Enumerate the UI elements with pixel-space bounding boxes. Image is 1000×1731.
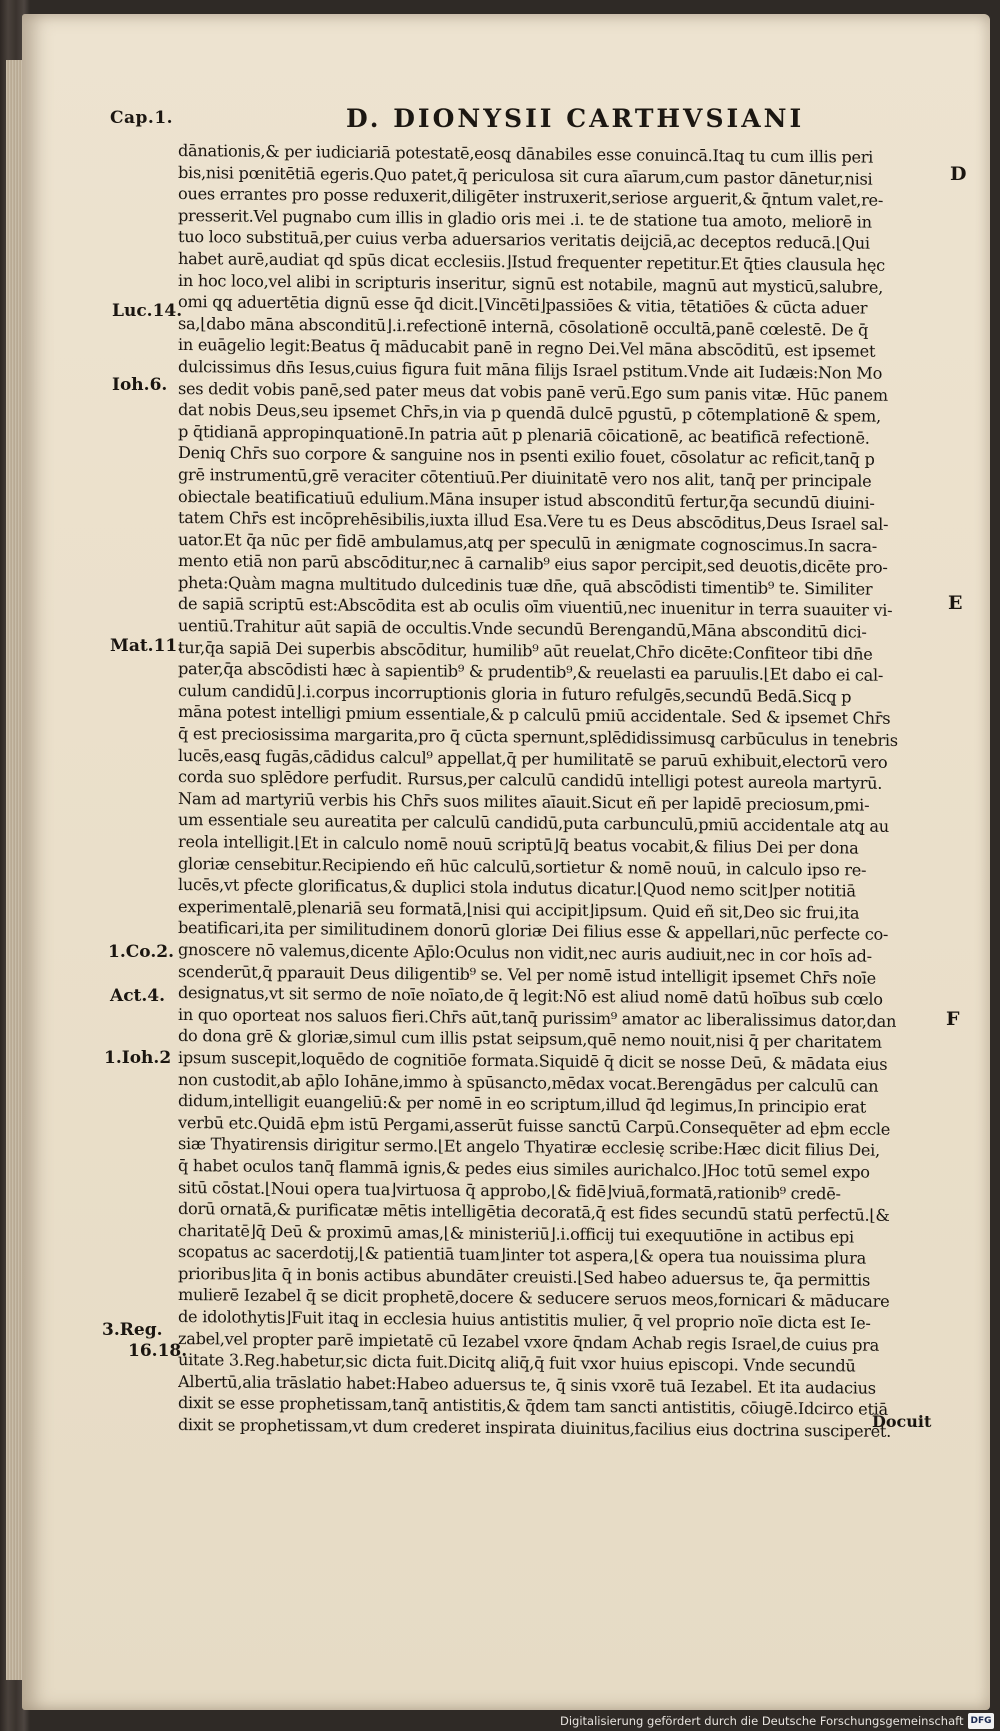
text-line: q̄ est preciosissima margarita,pro q̄ cūcta spernunt,splēdidissimusq̨ carbūculus in tenebris [178,724,898,750]
margin-citation: 1.Ioh.2 [104,1048,172,1068]
margin-citation: 3.Reg. [102,1320,163,1340]
margin-citation: Ioh.6. [112,375,168,395]
text-line: culum candidū⌋.i.corpus incorruptionis gloria in futuro refulgēs,secundū Bedā.Sicq̨ p [178,680,852,707]
text-line: obiectale beatificatiuū edulium.Māna insuper istud absconditū fertur,q̄a secundū diuini- [178,486,875,513]
text-line: māna potest intelligi pmium essentiale,& p calculū pmiū accidentale. Sed & ipsemet Chr̄s [178,702,891,729]
margin-citation: Luc.14. [112,301,183,321]
text-line: sa,⌊dabo māna absconditū⌋.i.refectionē internā, cōsolationē occultā,panē cœlestē. De q̄ [178,313,869,340]
section-marker: F [946,1008,960,1030]
text-line: Deniq̨ Chr̄s suo corpore & sanguine nos in psenti exilio fouet, cōsolatur ac reficit,tanq̄ p [178,443,875,469]
text-line: p q̄tidianā appropinquationē.In patria aūt p plenariā cōicationē, ac beatificā refectionē. [178,421,870,448]
text-line: scopatus ac sacerdotij,⌊& patientiā tuam⌋inter tot aspera,⌊& opera tua nouissima plura [178,1242,866,1268]
text-line: zabel,vel propter parē impietatē cū Iezabel vxore q̄ndam Achab regis Israel,de cuius pra [178,1328,879,1355]
text-line: dixit se prophetissam,vt dum crederet inspirata diuinitus,facilius eius doctrina susciperet. [178,1415,891,1441]
text-line: de sapiā scriptū est:Abscōdita est ab oculis oīm viuentiū,nec inuenitur in terra suauiter vi- [178,594,893,621]
text-line: mulierē Iezabel q̄ se dicit prophetē,docere & seducere seruos meos,fornicari & māducare [178,1285,890,1312]
text-line: didum,intelligit euangeliū:& per nomē in eo scriptum,illud q̄d legimus,In principio erat [178,1091,866,1117]
text-line: oues errantes pro posse reduxerit,diligēter instruxerit,seriose arguerit,& q̄ntum valet,re- [178,184,884,210]
text-line: q̄ habet oculos tanq̄ flammā ignis,& pedes eius similes aurichalco.⌋Hoc totū semel expo [178,1155,870,1182]
main-text-block [178,140,933,1443]
text-line: ipsum suscepit,loquēdo de cognitiōe formata.Siquidē q̄ dicit se nosse Deū, & mādata eius [178,1047,888,1074]
text-line: omi q̨q̨ aduertētia dignū esse q̄d dicit.⌊Vincēti⌋passiōes & vitia, tētatiōes & cūcta aduer [178,292,868,318]
text-line: pheta:Quàm magna multitudo dulcedinis tuæ dn̄e, quā abscōdisti timentib⁹ te. Similiter [178,572,873,599]
text-line: in hoc loco,vel alibi in scripturis inseritur, signū est notabile, magnū aut mysticū,salubre, [178,270,884,297]
text-line: uentiū.Trahitur aūt sapiā de occultis.Vnde secundū Berengandū,Māna absconditū dici- [178,616,867,642]
text-line: non custodit,ab ap̄lo Iohāne,immo à spūsancto,mēdax vocat.Berengādus per calculū can [178,1069,879,1096]
margin-citation: Act.4. [110,986,166,1006]
text-line: ses dedit vobis panē,sed pater meus dat vobis panē verū.Ego sum panis vitæ. Hūc panem [178,378,888,405]
margin-citation: 1.Co.2. [108,942,174,962]
text-line: tatem Chr̄s est incōprehēsibilis,iuxta illud Esa.Vere tu es Deus abscōditus,Deus Israel sal- [178,508,889,534]
text-line: Nam ad martyriū verbis his Chr̄s suos milites aīauit.Sicut eñ per lapidē preciosum,pmi- [178,788,870,815]
text-line: lucēs,easq̨ fugās,cādidus calcul⁹ appellat,q̄ per humilitatē se paruū exhibuit,electorū vero [178,745,888,772]
text-line: dulcissimus dn̄s Iesus,cuius figura fuit māna filijs Israel pstitum.Vnde ait Iudæis:Non Mo [178,356,883,383]
digitization-credit: Digitalisierung gefördert durch die Deutsche Forschungsgemeinschaft [560,1714,964,1728]
margin-citation: 16.18. [128,1341,188,1361]
text-line: prioribus⌋ita q̄ in bonis actibus abundāter creuisti.⌊Sed habeo aduersus te, q̄a permittis [178,1263,871,1290]
text-line: reola intelligit.⌊Et in calculo nomē nouū scriptū⌋q̄ beatus vocabit,& filius Dei per dona [178,832,859,858]
text-line: siæ Thyatirensis dirigitur sermo.⌊Et angelo Thyatiræ ecclesię scribe:Hæc dicit filius Dei, [178,1134,880,1161]
text-line: in quo oporteat nos saluos fieri.Chr̄s aūt,tanq̄ purissim⁹ amator ac liberalissimus dator,dan [178,1004,897,1031]
text-line: grē instrumentū,grē veraciter cōtentiuū.Per diuinitatē vero nos alit, tanq̄ per principale [178,464,872,491]
text-line: uitate 3.Reg.habetur,sic dicta fuit.Dicitq̨ aliq̄,q̄ fuit vxor huius episcopi. Vnde secundū [178,1350,856,1376]
text-line: presserit.Vel pugnabo cum illis in gladio oris mei .i. te de statione tua amoto, meliorē in [178,205,872,232]
text-line: charitatē⌋q̄ Deū & proximū amas,⌊& ministeriū⌋.i.officij tui exequutiōne in actibus epi [178,1220,854,1247]
text-line: lucēs,vt pfecte glorificatus,& duplici stola indutus dicatur.⌊Quod nemo scit⌋per notitiā [178,875,856,901]
text-line: sitū cōstat.⌊Noui opera tua⌋virtuosa q̄ approbo,⌊& fidē⌋viuā,formatā,rationib⁹ credē- [178,1177,841,1203]
text-line: dat nobis Deus,seu ipsemet Chr̄s,in via p quendā dulcē pgustū, p cōtemplationē & spem, [178,400,881,426]
running-header [110,104,940,140]
margin-citation: Mat.11. [110,636,184,656]
text-line: beatificari,ita per similitudinem donorū gloriæ Dei filius esse & appellari,nūc perfecte co- [178,918,889,945]
text-line: gloriæ censebitur.Recipiendo eñ hūc calculū,sortietur & nomē nouū, in calculo ipso re- [178,853,867,880]
text-line: tuo loco substituā,per cuius verba aduersarios veritatis deijciā,ac deceptos reducā.⌊Qui [178,227,870,254]
text-line: verbū etc.Quidā eþm istū Pergami,asserūt fuisse sanctū Carpū.Consequēter ad eþm eccle [178,1112,891,1139]
text-line: gnoscere nō valemus,dicente Ap̄lo:Oculus non vidit,nec auris audiuit,nec in cor hoīs ad- [178,939,872,966]
text-line: Albertū,alia trāslatio habet:Habeo aduersus te, q̄ sinis vxorē tuā Iezabel. Et ita audacius [178,1371,876,1398]
chapter-label: Cap.1. [110,108,174,128]
text-line: uator.Et q̄a nūc per fidē ambulamus,atq̨ per speculū in ænigmate cognoscimus.In sacra- [178,529,877,556]
text-line: corda suo splēdore perfudit. Rursus,per calculū candidū intelligi potest aureola martyrū. [178,767,883,793]
text-line: do dona grē & gloriæ,simul cum illis pstat seipsum,quē nemo nouit,nisi q̄ per charitatem [178,1026,882,1053]
running-title: D. DIONYSII CARTHVSIANI [346,104,805,133]
text-line: dixit se esse prophetissam,tanq̄ antistitis,& q̄dem tam sancti antistitis, cōiugē.Idcirco etiā [178,1393,888,1420]
text-line: tur,q̄a sapiā Dei superbis abscōditur, humilib⁹ aūt reuelat,Chr̄o dicēte:Confiteor tibi dn̄e [178,637,873,664]
text-line: pater,q̄a abscōdisti hæc à sapientib⁹ & prudentib⁹,& reuelasti ea paruulis.⌊Et dabo ei cal- [178,659,884,686]
catchword: Docuit [872,1412,932,1431]
section-marker: D [950,163,967,185]
text-line: um essentiale seu aureatita per calculū candidū,puta carbunculū,pmiū accidentale atq̨ au [178,810,889,837]
text-line: de idolothytis⌋Fuit itaq̨ in ecclesia huius antistitis mulier, q̄ vel proprio noīe dicta est Ie- [178,1307,871,1333]
text-line: scenderūt,q̄ pparauit Deus diligentib⁹ se. Vel per nomē istud intelligit ipsemet Chr̄s noīe [178,961,876,988]
text-line: habet aurē,audiat qd spūs dicat ecclesiis.⌋Istud frequenter repetitur.Et q̄ties clausula hęc [178,248,885,275]
text-line: dānationis,& per iudiciariā potestatē,eosq̨ dānabiles esse conuincā.Itaq̨ tu cum illis peri [178,141,874,167]
section-marker: E [948,592,963,614]
text-line: in euāgelio legit:Beatus q̄ māducabit panē in regno Dei.Vel māna abscōditū, est ipsemet [178,335,876,362]
text-line: dorū ornatā,& purificatæ mētis intelligētia decoratā,q̄ est fides secundū statū perfectū.⌊& [178,1199,890,1225]
text-line: mento etiā non parū abscōditur,nec ā carnalib⁹ eius sapor percipit,sed deuotis,dicēte pro- [178,551,888,578]
text-line: bis,nisi pœnitētiā egeris.Quo patet,q̄ periculosa sit cura aīarum,cum pastor dānetur,nisi [178,162,873,189]
text-line: experimentalē,plenariā seu formatā,⌊nisi qui accipit⌋ipsum. Quid eñ sit,Deo sic frui,ita [178,896,860,923]
dfg-logo: DFG [968,1713,994,1729]
text-line: designatus,vt sit sermo de noīe noīato,de q̄ legit:Nō est aliud nomē datū hoībus sub cœlo [178,983,883,1009]
